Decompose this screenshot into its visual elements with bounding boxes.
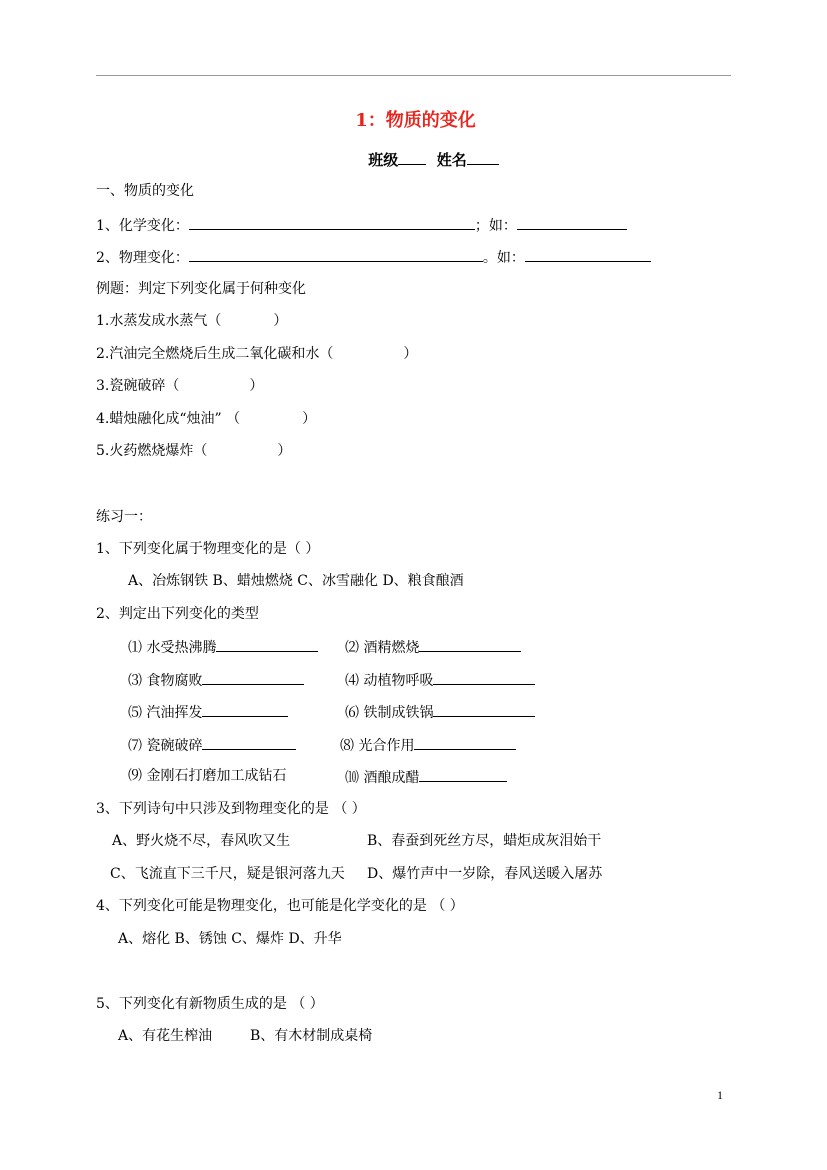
classify-item: ⑽ 酒酿成醋 bbox=[345, 767, 507, 787]
example-heading: 例题：判定下列变化属于何种变化 bbox=[96, 281, 306, 297]
classify-item: ⑶ 食物腐败 bbox=[128, 670, 304, 690]
exercise-q3-stem: 3、下列诗句中只涉及到物理变化的是 （ ） bbox=[96, 801, 366, 817]
exercise-heading: 练习一： bbox=[96, 509, 152, 525]
answer-blank[interactable] bbox=[525, 247, 651, 262]
exercise-q3-option-c: C、飞流直下三千尺，疑是银河落九天 bbox=[110, 866, 345, 882]
exercise-q4-stem: 4、下列变化可能是物理变化，也可能是化学变化的是 （ ） bbox=[96, 898, 464, 914]
question-chemical-change: 1、化学变化： ；如： bbox=[96, 215, 627, 235]
page-number: 1 bbox=[717, 1088, 723, 1102]
question-physical-change: 2、物理变化： 。如： bbox=[96, 247, 651, 267]
answer-blank[interactable] bbox=[433, 670, 535, 685]
exercise-q3-option-d: D、爆竹声中一岁除，春风送暖入屠苏 bbox=[367, 866, 603, 882]
example-item: 3.瓷碗破碎（ ） bbox=[96, 378, 264, 394]
answer-blank[interactable] bbox=[433, 702, 535, 717]
answer-blank[interactable] bbox=[189, 247, 483, 262]
answer-blank[interactable] bbox=[202, 735, 296, 750]
exercise-q2-stem: 2、判定出下列变化的类型 bbox=[96, 606, 259, 622]
classify-item: ⑷ 动植物呼吸 bbox=[345, 670, 535, 690]
exercise-q3-option-a: A、野火烧不尽，春风吹又生 bbox=[112, 833, 291, 849]
answer-blank[interactable] bbox=[216, 637, 318, 652]
answer-blank[interactable] bbox=[419, 767, 507, 782]
classify-item: ⑴ 水受热沸腾 bbox=[128, 637, 318, 657]
answer-blank[interactable] bbox=[189, 215, 475, 230]
answer-blank[interactable] bbox=[414, 735, 516, 750]
classify-item: ⑵ 酒精燃烧 bbox=[345, 637, 521, 657]
classify-item: ⑻ 光合作用 bbox=[340, 735, 516, 755]
example-item: 4.蜡烛融化成“烛油” （ ） bbox=[96, 411, 317, 427]
example-item: 1.水蒸发成水蒸气（ ） bbox=[96, 313, 288, 329]
exercise-q1-options: A、冶炼钢铁 B、蜡烛燃烧 C、冰雪融化 D、粮食酿酒 bbox=[128, 573, 464, 589]
answer-blank[interactable] bbox=[419, 637, 521, 652]
header-rule bbox=[96, 75, 731, 76]
classify-item: ⑼ 金刚石打磨加工成钻石 bbox=[128, 768, 287, 784]
classify-item: ⑺ 瓷碗破碎 bbox=[128, 735, 296, 755]
exercise-q5-option-a: A、有花生榨油 bbox=[118, 1028, 213, 1044]
example-item: 5.火药燃烧爆炸（ ） bbox=[96, 443, 292, 459]
answer-blank[interactable] bbox=[202, 670, 304, 685]
section-heading: 一、物质的变化 bbox=[96, 183, 194, 199]
class-name-line: 班级 姓名 bbox=[0, 150, 827, 169]
exercise-q5-stem: 5、下列变化有新物质生成的是 （ ） bbox=[96, 996, 324, 1012]
exercise-q5-option-b: B、有木材制成桌椅 bbox=[250, 1028, 373, 1044]
answer-blank[interactable] bbox=[202, 702, 288, 717]
classify-item: ⑹ 铁制成铁锅 bbox=[345, 702, 535, 722]
example-item: 2.汽油完全燃烧后生成二氧化碳和水（ ） bbox=[96, 346, 418, 362]
exercise-q3-option-b: B、春蚕到死丝方尽，蜡炬成灰泪始干 bbox=[367, 833, 602, 849]
exercise-q1-stem: 1、下列变化属于物理变化的是（ ） bbox=[96, 541, 320, 557]
exercise-q4-options: A、熔化 B、锈蚀 C、爆炸 D、升华 bbox=[118, 931, 342, 947]
page-title: 1：物质的变化 bbox=[355, 110, 476, 131]
classify-item: ⑸ 汽油挥发 bbox=[128, 702, 288, 722]
answer-blank[interactable] bbox=[517, 215, 627, 230]
